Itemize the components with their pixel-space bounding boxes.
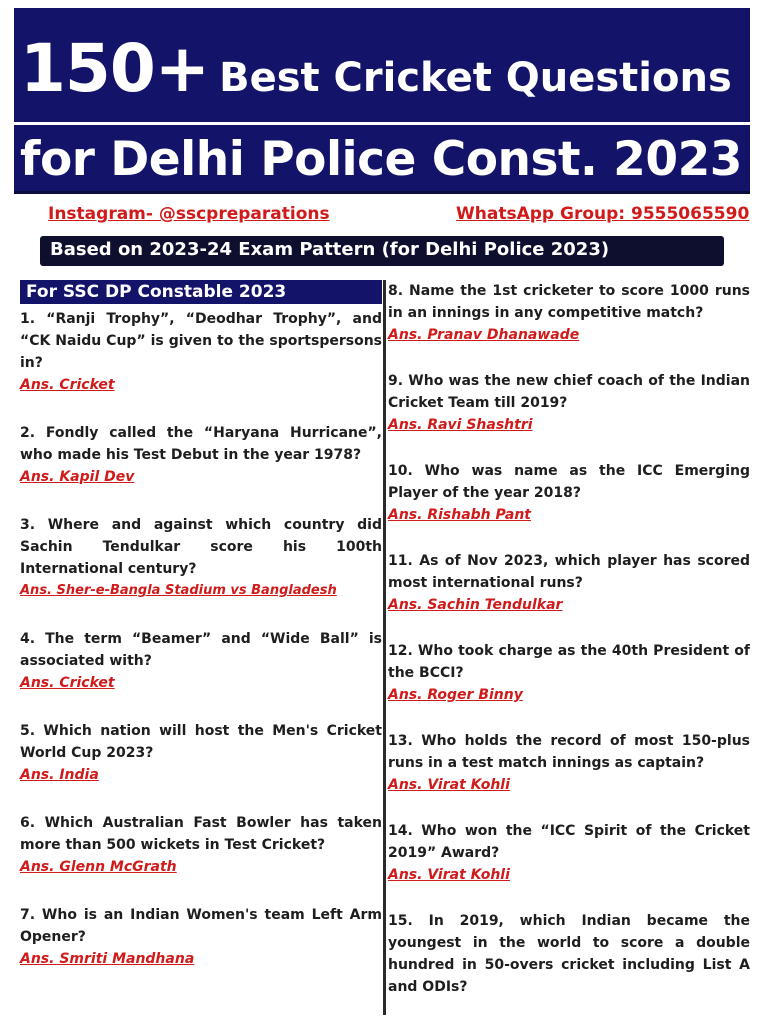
title-line-2: for Delhi Police Const. 2023 xyxy=(20,132,742,187)
answer-11: Ans. Sachin Tendulkar xyxy=(388,597,563,613)
whatsapp-link[interactable]: WhatsApp Group: 9555065590 xyxy=(456,204,750,224)
question-15: 15. In 2019, which Indian became the youngest in the world to score a double hundred in 50-overs cricket including List A and ODIs? xyxy=(388,913,750,995)
answer-12: Ans. Roger Binny xyxy=(388,687,523,703)
title-text: Best Cricket Questions xyxy=(219,55,732,101)
question-13: 13. Who holds the record of most 150-plus runs in a test match innings as captain? xyxy=(388,733,750,771)
question-11: 11. As of Nov 2023, which player has scored most international runs? xyxy=(388,553,750,591)
question-12: 12. Who took charge as the 40th President of the BCCI? xyxy=(388,643,750,681)
left-column xyxy=(20,280,382,996)
question-10: 10. Who was name as the ICC Emerging Player of the year 2018? xyxy=(388,463,750,501)
answer-8: Ans. Pranav Dhanawade xyxy=(388,327,580,343)
question-6: 6. Which Australian Fast Bowler has taken more than 500 wickets in Test Cricket? xyxy=(20,815,382,853)
title-number: 150+ xyxy=(20,30,210,107)
question-14: 14. Who won the “ICC Spirit of the Cricket 2019” Award? xyxy=(388,823,750,861)
column-divider xyxy=(383,280,386,1015)
right-column xyxy=(388,280,750,998)
answer-10: Ans. Rishabh Pant xyxy=(388,507,531,523)
answer-1: Ans. Cricket xyxy=(20,377,115,393)
answer-5: Ans. India xyxy=(20,767,99,783)
question-1: 1. “Ranji Trophy”, “Deodhar Trophy”, and “CK Naidu Cup” is given to the sportspersons in? xyxy=(20,311,382,371)
answer-2: Ans. Kapil Dev xyxy=(20,469,135,485)
answer-3: Ans. Sher-e-Bangla Stadium vs Bangladesh xyxy=(20,583,337,598)
answer-9: Ans. Ravi Shashtri xyxy=(388,417,533,433)
question-9: 9. Who was the new chief coach of the Indian Cricket Team till 2019? xyxy=(388,373,750,411)
title-banner xyxy=(14,8,750,194)
exam-pattern-bar: Based on 2023-24 Exam Pattern (for Delhi Police 2023) xyxy=(40,236,724,266)
answer-4: Ans. Cricket xyxy=(20,675,115,691)
question-4: 4. The term “Beamer” and “Wide Ball” is associated with? xyxy=(20,631,382,669)
answer-6: Ans. Glenn McGrath xyxy=(20,859,177,875)
answer-14: Ans. Virat Kohli xyxy=(388,867,510,883)
banner-divider xyxy=(14,122,750,125)
instagram-link[interactable]: Instagram- @sscpreparations xyxy=(48,204,330,224)
section-title: For SSC DP Constable 2023 xyxy=(20,280,382,304)
question-5: 5. Which nation will host the Men's Cricket World Cup 2023? xyxy=(20,723,382,761)
title-line-1 xyxy=(20,30,732,107)
question-8: 8. Name the 1st cricketer to score 1000 runs in an innings in any competitive match? xyxy=(388,283,750,321)
question-2: 2. Fondly called the “Haryana Hurricane”, who made his Test Debut in the year 1978? xyxy=(20,425,382,463)
answer-13: Ans. Virat Kohli xyxy=(388,777,510,793)
question-7: 7. Who is an Indian Women's team Left Arm Opener? xyxy=(20,907,382,945)
question-3: 3. Where and against which country did Sachin Tendulkar score his 100th International century? xyxy=(20,517,382,577)
answer-7: Ans. Smriti Mandhana xyxy=(20,951,195,967)
